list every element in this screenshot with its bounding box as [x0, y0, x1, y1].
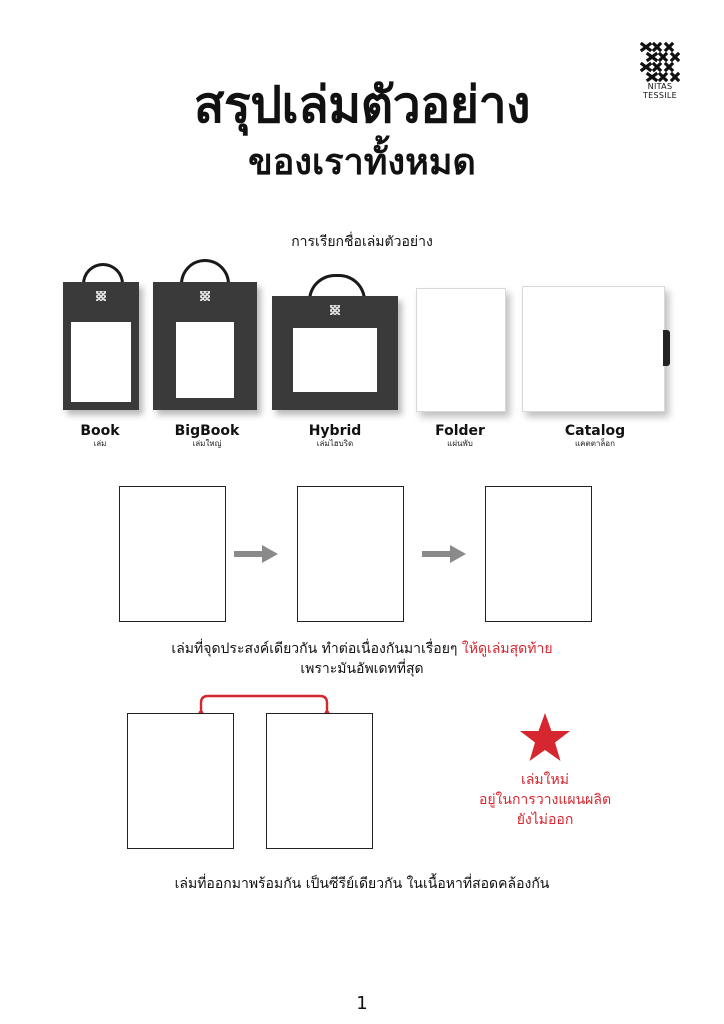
item-thai-name: แผ่นพับ — [447, 439, 473, 448]
right-arrow-icon — [422, 545, 466, 563]
hybrid-sample-image — [272, 296, 398, 410]
hybrid-logo-icon — [330, 305, 340, 315]
flow-page-1 — [119, 486, 226, 622]
item-label-book — [60, 423, 140, 449]
book-sample-image — [63, 282, 139, 410]
section-subtitle: การเรียกชื่อเล่มตัวอย่าง — [291, 234, 433, 250]
folder-sample-image — [416, 288, 506, 412]
flow-page-2 — [297, 486, 404, 622]
right-arrow-icon — [234, 545, 278, 563]
star-icon — [518, 712, 572, 764]
catalog-sample-image — [522, 286, 665, 412]
page-number: 1 — [356, 993, 368, 1014]
page-title-line2: ของเราทั้งหมด — [248, 142, 476, 183]
item-name: Book — [80, 423, 120, 439]
new-item-line2: อยู่ในการวางแผนผลิต — [478, 792, 612, 808]
series-page-2 — [266, 713, 373, 849]
item-name: Catalog — [564, 423, 626, 439]
flow-caption-line1 — [0, 639, 724, 659]
book-cover-window — [71, 322, 131, 402]
bigbook-sample-image — [153, 282, 257, 410]
item-label-bigbook — [160, 423, 254, 449]
item-name: Hybrid — [308, 423, 362, 439]
catalog-binding-tab — [663, 330, 670, 366]
logo-text-line2: TESSILE — [642, 91, 678, 100]
item-label-hybrid — [288, 423, 382, 449]
series-page-1 — [127, 713, 234, 849]
bigbook-cover-window — [176, 322, 234, 398]
logo-text-line1: NITAS — [647, 82, 673, 91]
new-item-line3: ยังไม่ออก — [516, 812, 574, 828]
bigbook-logo-icon — [200, 291, 210, 301]
page-title: สรุปเล่มตัวอย่าง — [193, 76, 531, 134]
item-thai-name: เล่มไฮบริด — [316, 439, 354, 448]
item-label-folder — [414, 423, 506, 449]
series-caption: เล่มที่ออกมาพร้อมกัน เป็นซีรีย์เดียวกัน ในเนื้อหาที่สอดคล้องกัน — [174, 876, 550, 892]
hybrid-cover-window — [293, 328, 377, 392]
item-name: Folder — [435, 423, 485, 439]
flow-caption-highlight: ให้ดูเล่มสุดท้าย — [461, 641, 553, 657]
item-thai-name: เล่ม — [93, 439, 107, 448]
item-thai-name: แคตตาล็อก — [575, 439, 615, 448]
new-item-line1: เล่มใหม่ — [521, 772, 569, 788]
item-name: BigBook — [174, 423, 240, 439]
flow-caption-line2: เพราะมันอัพเดทที่สุด — [300, 661, 424, 677]
item-thai-name: เล่มใหญ่ — [192, 439, 222, 448]
item-label-catalog — [540, 423, 650, 449]
flow-caption-text: เล่มที่จุดประสงค์เดียวกัน ทำต่อเนื่องกันมาเรื่อยๆ — [171, 641, 462, 657]
book-logo-icon — [96, 291, 106, 301]
flow-page-3 — [485, 486, 592, 622]
